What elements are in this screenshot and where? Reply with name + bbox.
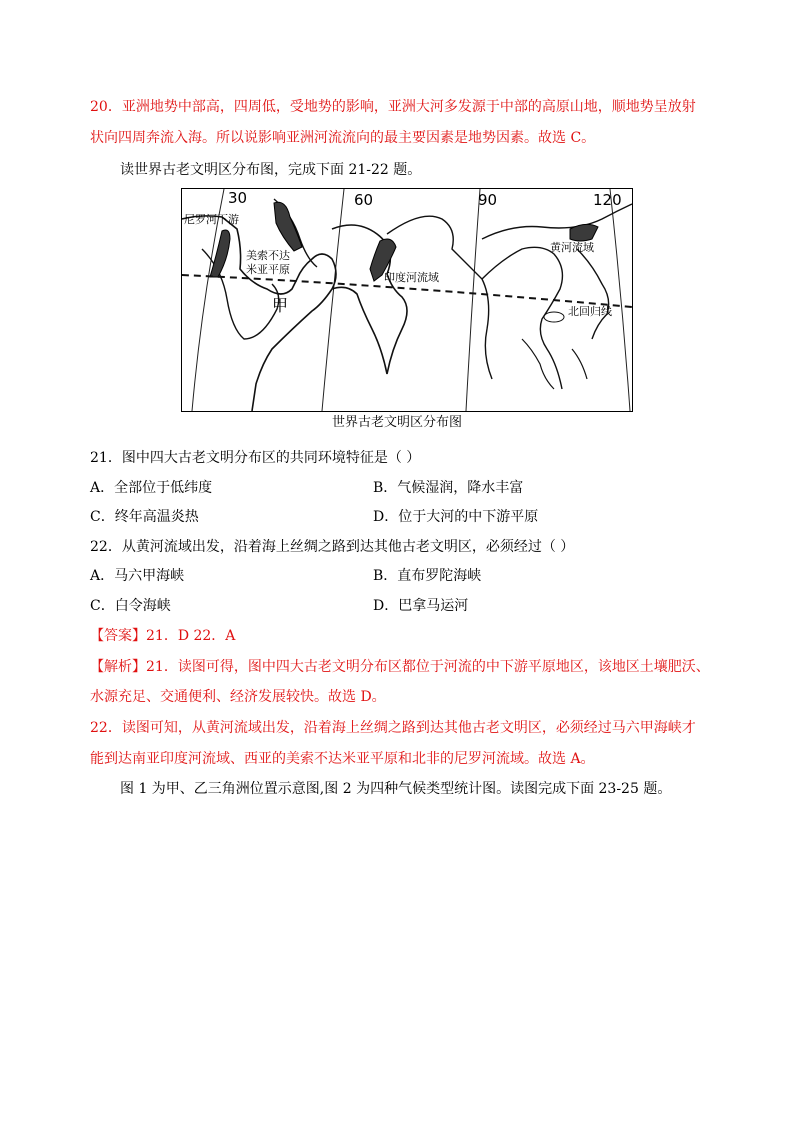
region-mesopotamia xyxy=(274,202,302,251)
analysis-text-1: 21．读图可得，图中四大古老文明分布区都位于河流的中下游平原地区，该地区土壤肥沃、 xyxy=(146,659,710,675)
ancient-civilization-map xyxy=(181,188,633,412)
label-jia: 甲 xyxy=(272,296,289,315)
lon-label-120: 120 xyxy=(593,191,622,209)
q20-answer-line2: 状向四周奔流入海。所以说影响亚洲河流流向的最主要因素是地势因素。故选 C。 xyxy=(90,130,596,146)
q21-option-c: C．终年高温炎热 xyxy=(90,509,199,525)
lon-label-30: 30 xyxy=(228,189,248,207)
answer-line xyxy=(90,626,235,646)
analysis-line1 xyxy=(90,657,710,677)
q20-answer-line1: 20．亚洲地势中部高，四周低，受地势的影响，亚洲大河多发源于中部的高原山地，顺地势呈放射 xyxy=(90,99,696,115)
label-meso-1: 美索不达 xyxy=(246,249,290,262)
lon-label-90: 90 xyxy=(478,191,498,209)
analysis-line2: 水源充足、交通便利、经济发展较快。故选 D。 xyxy=(90,689,386,705)
answer-text: 21．D 22．A xyxy=(146,628,236,644)
intro-21-22: 读世界古老文明区分布图，完成下面 21-22 题。 xyxy=(120,162,422,178)
coastline-china-east xyxy=(577,249,609,339)
answer-tag: 【答案】 xyxy=(90,628,146,644)
q21-option-b: B．气候湿润，降水丰富 xyxy=(373,480,524,496)
analysis-tag: 【解析】 xyxy=(90,659,146,675)
q22-option-a: A．马六甲海峡 xyxy=(90,568,185,584)
label-meso-2: 米亚平原 xyxy=(246,263,290,276)
region-yellow-river xyxy=(570,224,598,241)
meridian-90 xyxy=(466,189,480,411)
q22-stem: 22．从黄河流域出发，沿着海上丝绸之路到达其他古老文明区，必须经过（ ） xyxy=(90,539,575,555)
q21-option-d: D．位于大河的中下游平原 xyxy=(373,509,539,525)
coastline-africa-arabia xyxy=(182,216,336,411)
q21-stem: 21．图中四大古老文明分布区的共同环境特征是（ ） xyxy=(90,450,421,466)
label-nile: 尼罗河下游 xyxy=(184,213,239,226)
region-nile xyxy=(210,230,230,277)
q22-option-d: D．巴拿马运河 xyxy=(373,598,469,614)
analysis-line4: 能到达南亚印度河流域、西亚的美索不达米亚平原和北非的尼罗河流域。故选 A。 xyxy=(90,751,595,767)
island-hainan xyxy=(544,312,564,322)
label-yellow-river: 黄河流域 xyxy=(550,241,594,254)
analysis-line3: 22．读图可知，从黄河流域出发，沿着海上丝绸之路到达其他古老文明区，必须经过马六甲海峡才 xyxy=(90,720,696,736)
meridian-60 xyxy=(322,189,344,411)
meridian-120 xyxy=(610,189,630,411)
q22-option-c: C．白令海峡 xyxy=(90,598,171,614)
map-caption: 世界古老文明区分布图 xyxy=(332,415,463,430)
label-tropic: 北回归线 xyxy=(568,305,612,318)
coastline-southeast-asia xyxy=(482,247,562,389)
map-svg xyxy=(182,189,632,411)
lon-label-60: 60 xyxy=(354,191,374,209)
q22-option-b: B．直布罗陀海峡 xyxy=(373,568,482,584)
label-indus: 印度河流域 xyxy=(384,271,439,284)
intro-23-25: 图 1 为甲、乙三角洲位置示意图,图 2 为四种气候类型统计图。读图完成下面 23-25 题。 xyxy=(120,781,672,797)
coastline-china-north xyxy=(482,204,632,239)
q21-option-a: A．全部位于低纬度 xyxy=(90,480,213,496)
